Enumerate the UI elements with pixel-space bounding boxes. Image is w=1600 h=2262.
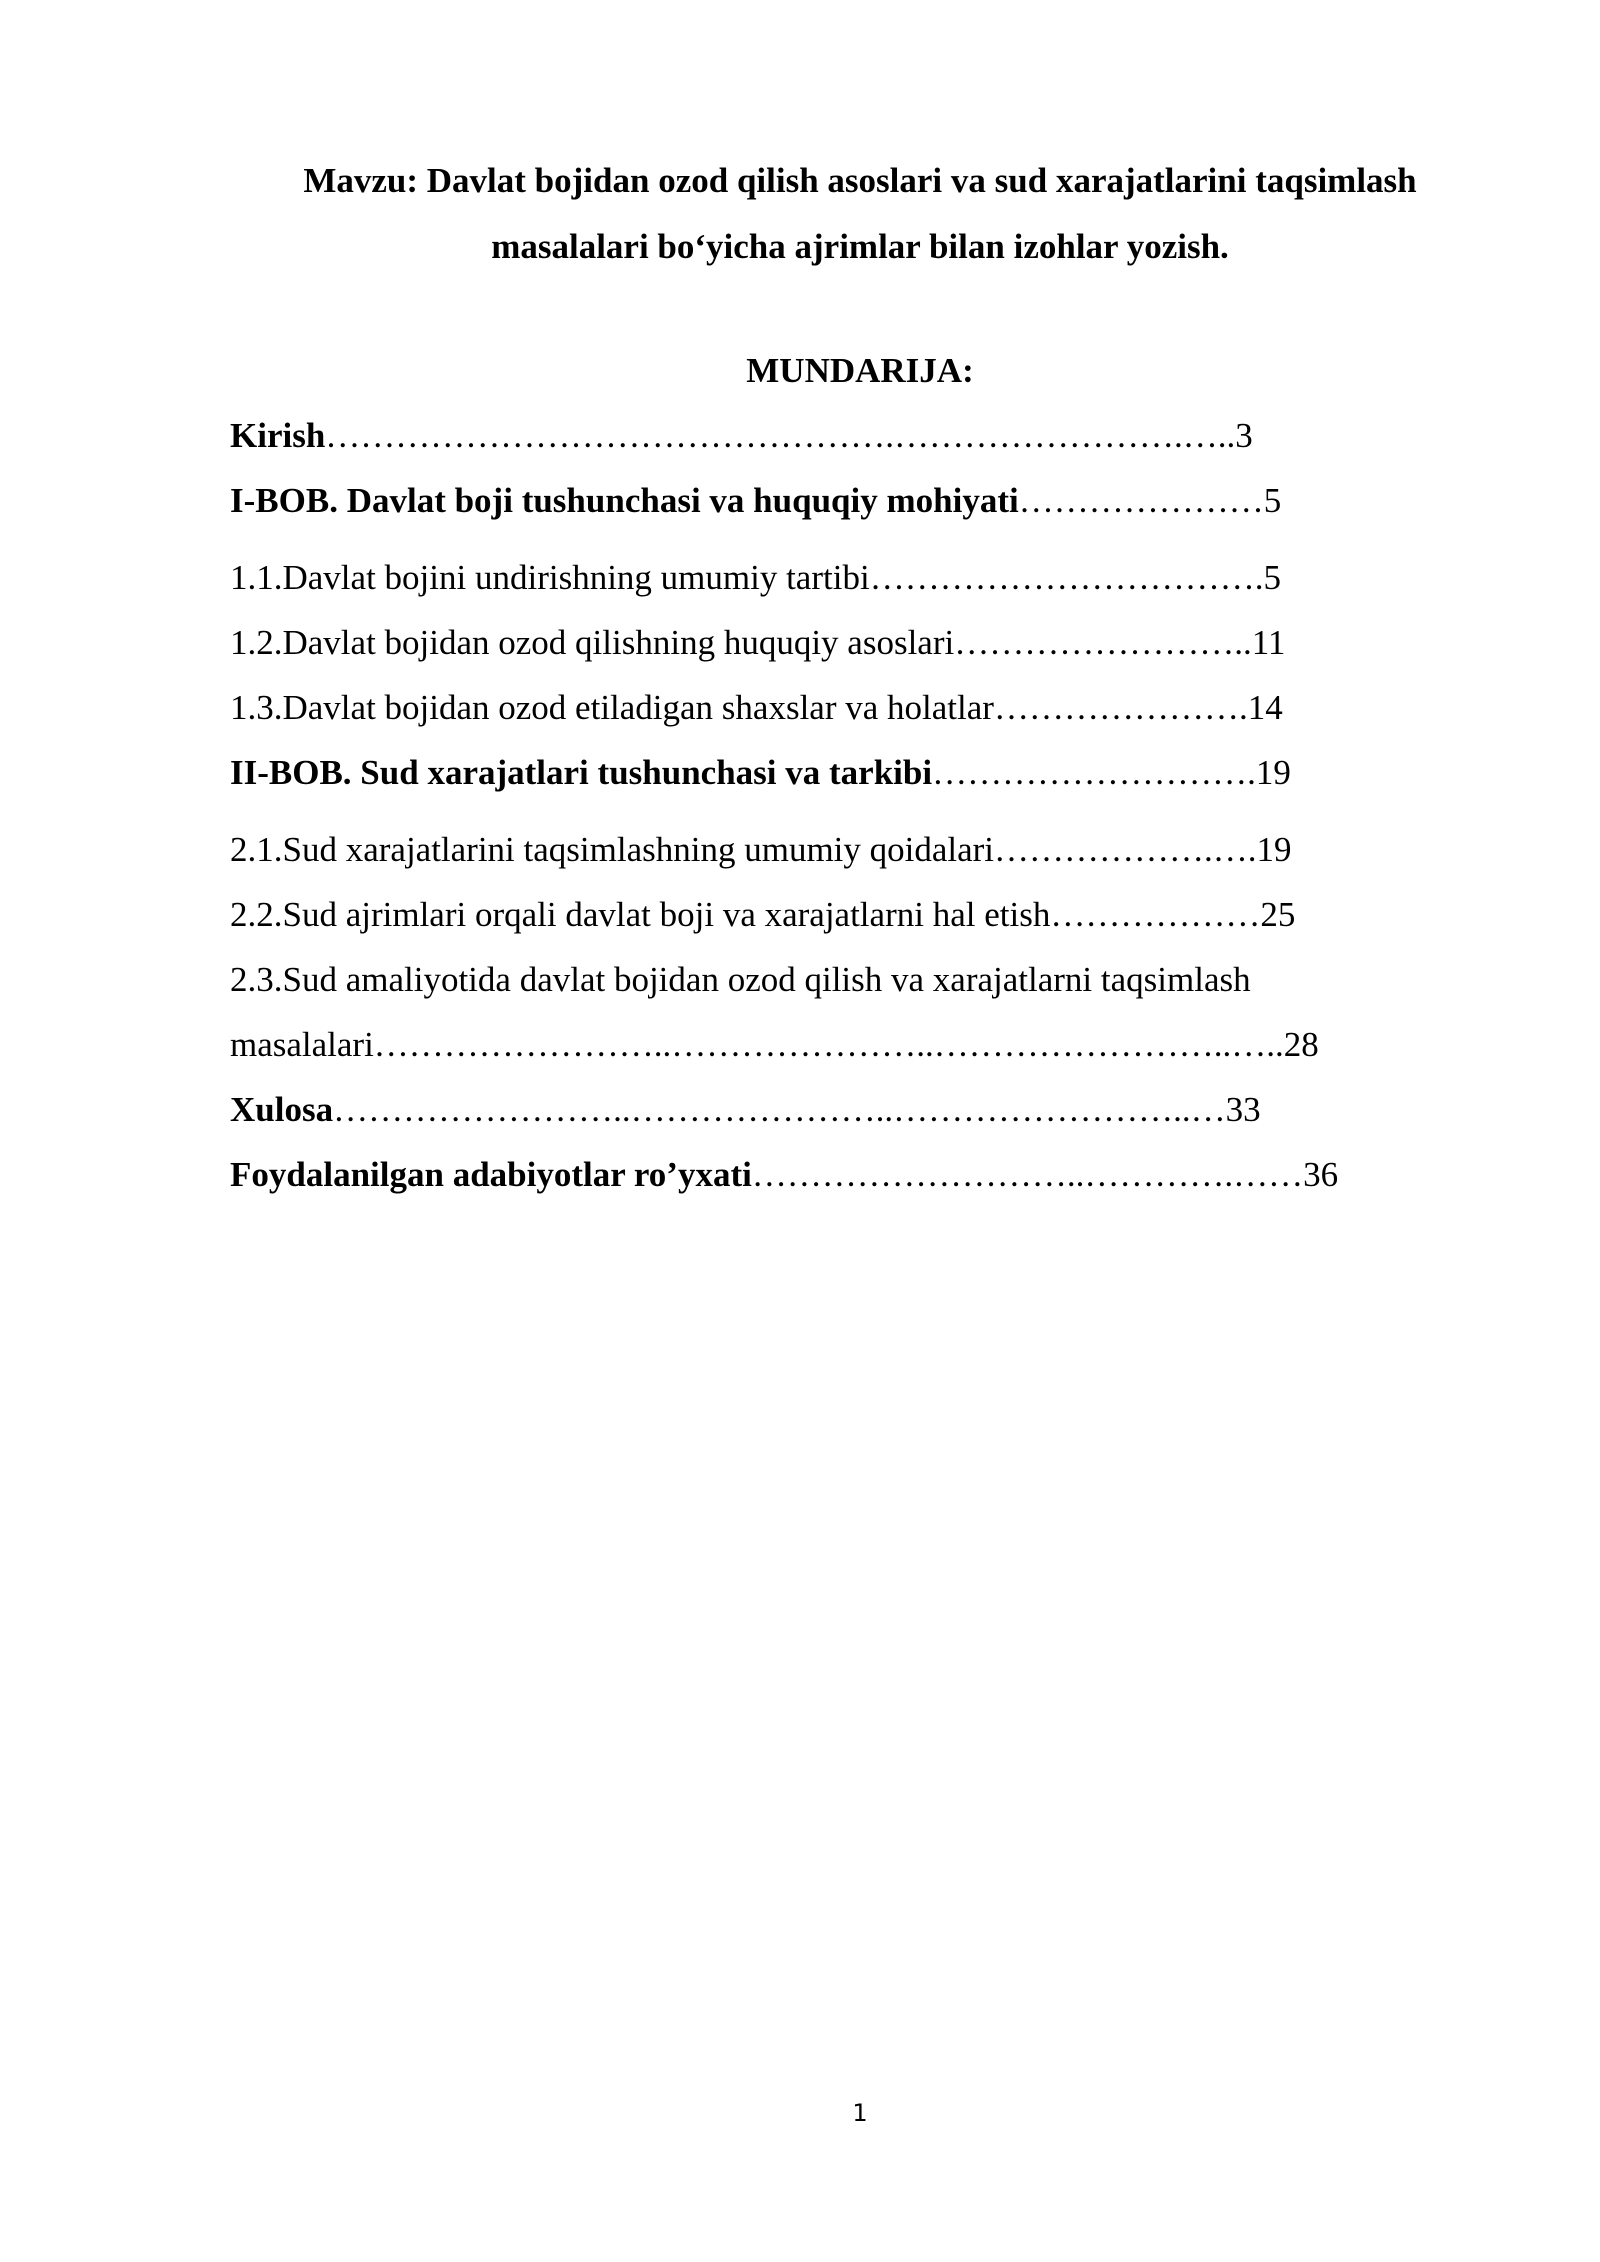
toc-item-label: Kirish	[230, 416, 326, 455]
toc-item-leader: ……………………..…………………..……………………..…33	[333, 1090, 1261, 1129]
toc-item-label: 2.1.Sud xarajatlarini taqsimlashning umumiy qoidalari	[230, 830, 995, 869]
toc-item-2-3	[230, 955, 1251, 1005]
title-line-2: masalalari bo‘yicha ajrimlar bilan izohlar yozish.	[491, 227, 1229, 266]
toc-item-label: 1.2.Davlat bojidan ozod qilishning huquqiy asoslari	[230, 623, 955, 662]
toc-item-label: Foydalanilgan adabiyotlar ro’yxati	[230, 1155, 752, 1194]
toc-item-label: 1.1.Davlat bojini undirishning umumiy tartibi	[230, 558, 870, 597]
toc-item-label: 2.3.Sud amaliyotida davlat bojidan ozod qilish va xarajatlarni taqsimlash	[230, 960, 1251, 999]
toc-item-chapter-1	[230, 476, 1281, 526]
toc-item-leader: ………………….14	[993, 688, 1283, 727]
toc-item-2-2	[230, 890, 1295, 940]
toc-item-1-1	[230, 553, 1281, 603]
toc-item-xulosa	[230, 1085, 1261, 1135]
toc-item-leader: ………………25	[1050, 895, 1296, 934]
toc-item-leader: ……………….….19	[994, 830, 1292, 869]
toc-item-leader: ……………………..11	[954, 623, 1286, 662]
page-number: 1	[852, 2099, 868, 2127]
toc-item-chapter-2	[230, 748, 1291, 798]
toc-item-references	[230, 1150, 1338, 1200]
toc-item-label: I-BOB. Davlat boji tushunchasi va huquqiy mohiyati	[230, 481, 1019, 520]
toc-heading: MUNDARIJA:	[746, 351, 974, 390]
toc-item-2-1	[230, 825, 1292, 875]
toc-item-leader: ……………………….19	[932, 753, 1291, 792]
toc-item-1-2	[230, 618, 1285, 668]
toc-item-2-3-continued	[230, 1020, 1319, 1070]
toc-item-kirish	[230, 411, 1253, 461]
toc-item-1-3	[230, 683, 1283, 733]
toc-item-label: Xulosa	[230, 1090, 334, 1129]
toc-item-label: II-BOB. Sud xarajatlari tushunchasi va tarkibi	[230, 753, 933, 792]
toc-item-label: 2.2.Sud ajrimlari orqali davlat boji va xarajatlarni hal etish	[230, 895, 1051, 934]
toc-item-leader: masalalari……………………..…………………..……………………..…..28	[230, 1025, 1319, 1064]
toc-item-label: 1.3.Davlat bojidan ozod etiladigan shaxslar va holatlar	[230, 688, 994, 727]
toc-item-leader: ………………………..………….……36	[751, 1155, 1339, 1194]
toc-item-leader: ………………………………………….…………………….…..3	[325, 416, 1253, 455]
toc-item-leader: …………………5	[1018, 481, 1282, 520]
document-title	[230, 148, 1490, 280]
title-line-1: Mavzu: Davlat bojidan ozod qilish asoslari va sud xarajatlarini taqsimlash	[303, 161, 1417, 200]
toc-item-leader: …………………………….5	[869, 558, 1281, 597]
